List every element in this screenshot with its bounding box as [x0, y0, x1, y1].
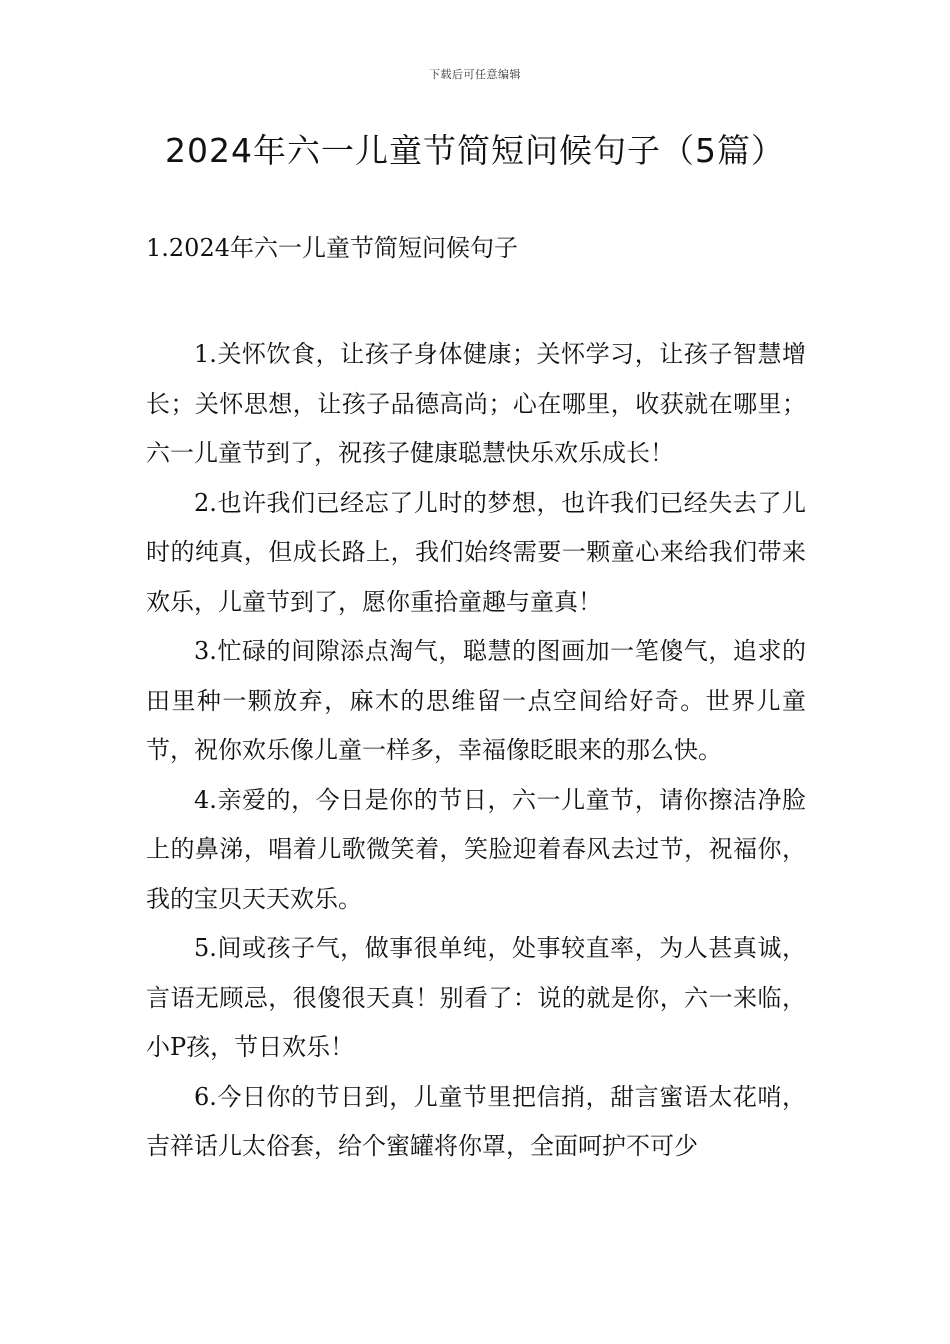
paragraph-2: 2.也许我们已经忘了儿时的梦想，也许我们已经失去了儿时的纯真，但成长路上，我们始终需要一颗童心来给我们带来欢乐，儿童节到了，愿你重拾童趣与童真！ [146, 488, 806, 616]
header-note: 下载后可任意编辑 [429, 68, 521, 81]
paragraph-6: 6.今日你的节日到，儿童节里把信捎，甜言蜜语太花哨，吉祥话儿太俗套，给个蜜罐将你罩，全面呵护不可少 [146, 1082, 806, 1160]
document-body [146, 330, 806, 1172]
paragraph-4: 4.亲爱的，今日是你的节日，六一儿童节，请你擦洁净脸上的鼻涕，唱着儿歌微笑着，笑脸迎着春风去过节，祝福你，我的宝贝天天欢乐。 [146, 785, 806, 913]
paragraph-5: 5.间或孩子气，做事很单纯，处事较直率，为人甚真诚，言语无顾忌，很傻很天真！别看了：说的就是你，六一来临，小P孩，节日欢乐！ [146, 934, 806, 1061]
paragraph-1: 1.关怀饮食，让孩子身体健康；关怀学习，让孩子智慧增长；关怀思想，让孩子品德高尚；心在哪里，收获就在哪里；六一儿童节到了，祝孩子健康聪慧快乐欢乐成长！ [146, 340, 806, 467]
paragraph-3: 3.忙碌的间隙添点淘气，聪慧的图画加一笔傻气，追求的田里种一颗放弃，麻木的思维留一点空间给好奇。世界儿童节，祝你欢乐像儿童一样多，幸福像眨眼来的那么快。 [146, 637, 806, 764]
section-heading: 1.2024年六一儿童节简短问候句子 [146, 234, 518, 262]
document-title: 2024年六一儿童节简短问候句子（5篇） [165, 131, 785, 170]
